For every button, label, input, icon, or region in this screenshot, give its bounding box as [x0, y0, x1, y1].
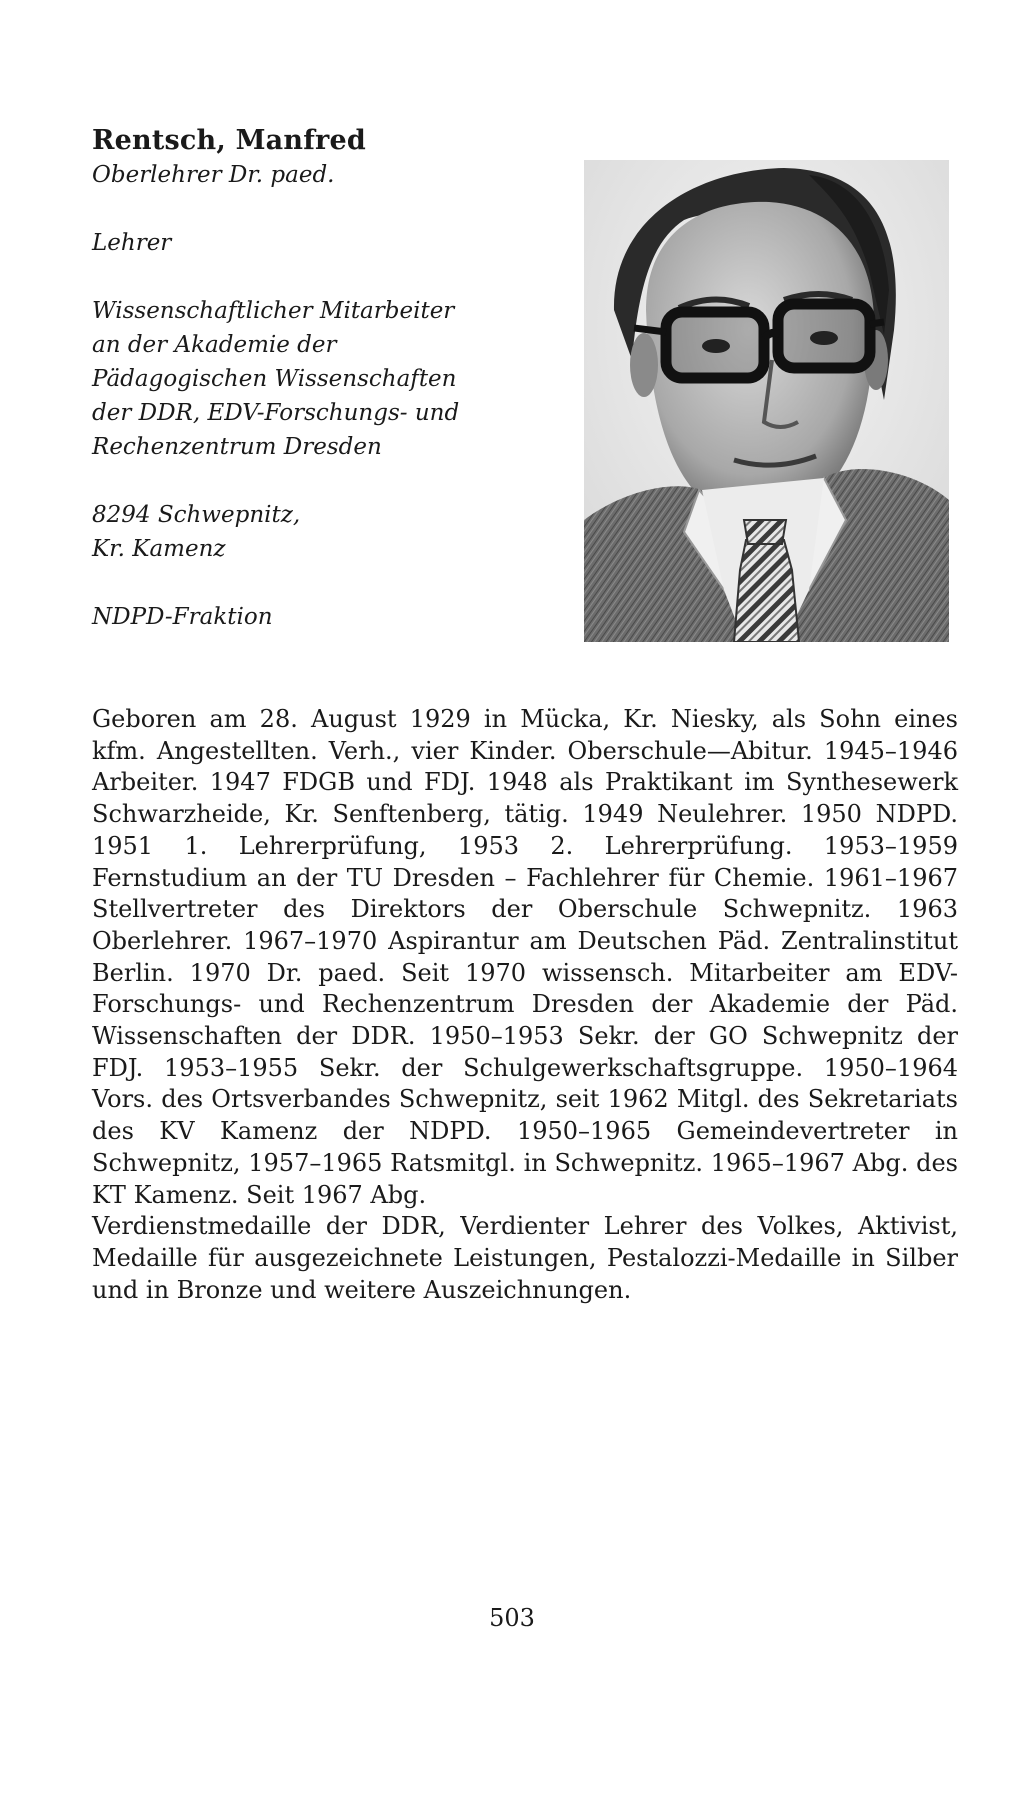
person-title: Oberlehrer Dr. paed.: [92, 162, 335, 188]
position-line: an der Akademie der: [92, 332, 337, 358]
position-line: der DDR, EDV-Forschungs- und: [92, 400, 460, 426]
position-line: Pädagogischen Wissenschaften: [92, 366, 457, 392]
person-profession: Lehrer: [92, 230, 172, 256]
person-position: [92, 294, 562, 464]
address-line: 8294 Schwepnitz,: [92, 502, 301, 528]
address-line: Kr. Kamenz: [92, 536, 226, 562]
person-faction: NDPD-Fraktion: [92, 604, 273, 630]
portrait-photo: [584, 160, 949, 642]
awards-paragraph: Verdienstmedaille der DDR, Verdienter Lehrer des Volkes, Aktivist, Medaille für ausgezeichnete Leistungen, Pestalozzi-Medaille in Silber und in Bronze und weitere Auszeichnungen.: [92, 1212, 958, 1304]
person-name: Rentsch, Manfred: [92, 125, 366, 156]
biography: [92, 704, 958, 1306]
page-number: 503: [489, 1604, 535, 1632]
position-line: Wissenschaftlicher Mitarbeiter: [92, 298, 455, 324]
position-line: Rechenzentrum Dresden: [92, 434, 382, 460]
person-address: [92, 498, 562, 566]
entry-header: [92, 124, 562, 634]
biography-paragraph: Geboren am 28. August 1929 in Mücka, Kr. Niesky, als Sohn eines kfm. Angestellten. Verh., vier Kinder. Oberschule—Abitur. 1945–1946 Arbeiter. 1947 FDGB und FDJ. 1948 als Praktikant im Synthesewerk Schwarzheide, Kr. Senftenberg, tätig. 1949 Neulehrer. 1950 NDPD. 1951 1. Lehrerprüfung, 1953 2. Lehrerprüfung. 1953–1959 Fernstudium an der TU Dresden – Fachlehrer für Chemie. 1961–1967 Stellvertreter des Direktors der Oberschule Schwepnitz. 1963 Oberlehrer. 1967–1970 Aspirantur am Deutschen Päd. Zentralinstitut Berlin. 1970 Dr. paed. Seit 1970 wissensch. Mitarbeiter am EDV-Forschungs- und Rechenzentrum Dresden der Akademie der Päd. Wissenschaften der DDR. 1950–1953 Sekr. der GO Schwepnitz der FDJ. 1953–1955 Sekr. der Schulgewerkschaftsgruppe. 1950–1964 Vors. des Ortsverbandes Schwepnitz, seit 1962 Mitgl. des Sekretariats des KV Kamenz der NDPD. 1950–1965 Gemeindevertreter in Schwepnitz, 1957–1965 Ratsmitgl. in Schwepnitz. 1965–1967 Abg. des KT Kamenz. Seit 1967 Abg.: [92, 705, 958, 1209]
